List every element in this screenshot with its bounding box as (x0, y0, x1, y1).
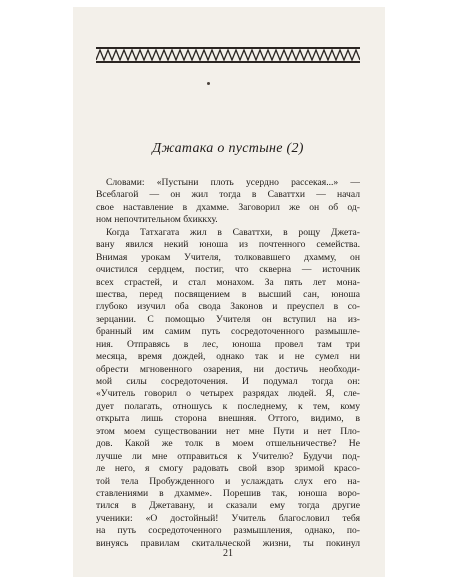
text-line: винуясь правилам скитальческой жизни, ты покинул (96, 537, 360, 549)
text-line: дует полагать, отношусь к последнему, к тем, кому (96, 400, 360, 412)
chapter-title: Джатака о пустыне (2) (152, 141, 304, 156)
text-line: всех страстей, и стал монахом. За пять лет мона- (96, 276, 360, 288)
text-line: бранный им самим путь сосредоточенного размышле- (96, 326, 360, 338)
text-line: ном непочтительном бхиккху. (96, 214, 218, 226)
page-number: 21 (223, 548, 233, 559)
text-line: Внимая урокам Учителя, толковавшего дхамму, он (96, 251, 360, 263)
text-line: ле него, я смогу радовать свой взор зримой красо- (96, 463, 360, 475)
text-line: дов. Какой же толк в моем отшельничестве? Не (96, 438, 360, 450)
text-line: обрести мгновенного озарения, ни достичь необходи- (96, 363, 360, 375)
text-line: ния. Отправясь в лес, юноша провел там три (96, 338, 360, 350)
body-text (96, 177, 360, 550)
text-line: глубоко изучил оба свода Законов и преуспел в со- (96, 301, 360, 313)
text-line: месяца, время дождей, однако так и не сумел ни (96, 351, 360, 363)
text-line: свое наставление в дхамме. Заговорил же он об од- (96, 201, 360, 213)
ornament-dot (207, 82, 210, 85)
decorative-border-ornament (96, 47, 360, 63)
text-line: «Учитель говорил о четырех разрядах людей. Я, сле- (96, 388, 360, 400)
text-line: шества, перед посвящением в высший сан, юноша (96, 288, 360, 300)
text-line: мой силы сосредоточения. И подумал тогда он: (96, 376, 360, 387)
text-line: ученики: «О достойный! Учитель благословил тебя (96, 512, 360, 524)
text-line: тился в Джетавану, и сказали ему тогда другие (96, 500, 360, 512)
text-line: зерцании. С помощью Учителя он вступил на из- (96, 313, 360, 325)
text-line: лучше ли мне отправиться к Учителю? Будучи под- (96, 450, 360, 462)
text-line: Словами: «Пустыни плоть усердно рассекая...» — (106, 177, 360, 188)
text-line: очистился сердцем, постиг, что скверна — источник (96, 264, 360, 276)
text-line: на путь сосредоточенного размышления, однако, по- (96, 525, 360, 537)
text-line: этом моем существовании нет мне Пути и нет Пло- (96, 425, 360, 437)
text-line: Когда Татхагата жил в Саваттхи, в рощу Джета- (106, 226, 360, 238)
text-line: ставлениями в дхамме». Порешив так, юноша воро- (96, 487, 360, 499)
text-line: открыта лишь сторона внешняя. Оттого, видимо, в (96, 413, 360, 425)
text-line: вану явился некий юноша из почтенного семейства. (96, 239, 360, 251)
text-line: той тела Пробужденного и услаждать слух его на- (96, 475, 360, 487)
text-line: Всеблагой — он жил тогда в Саваттхи — начал (96, 189, 360, 201)
